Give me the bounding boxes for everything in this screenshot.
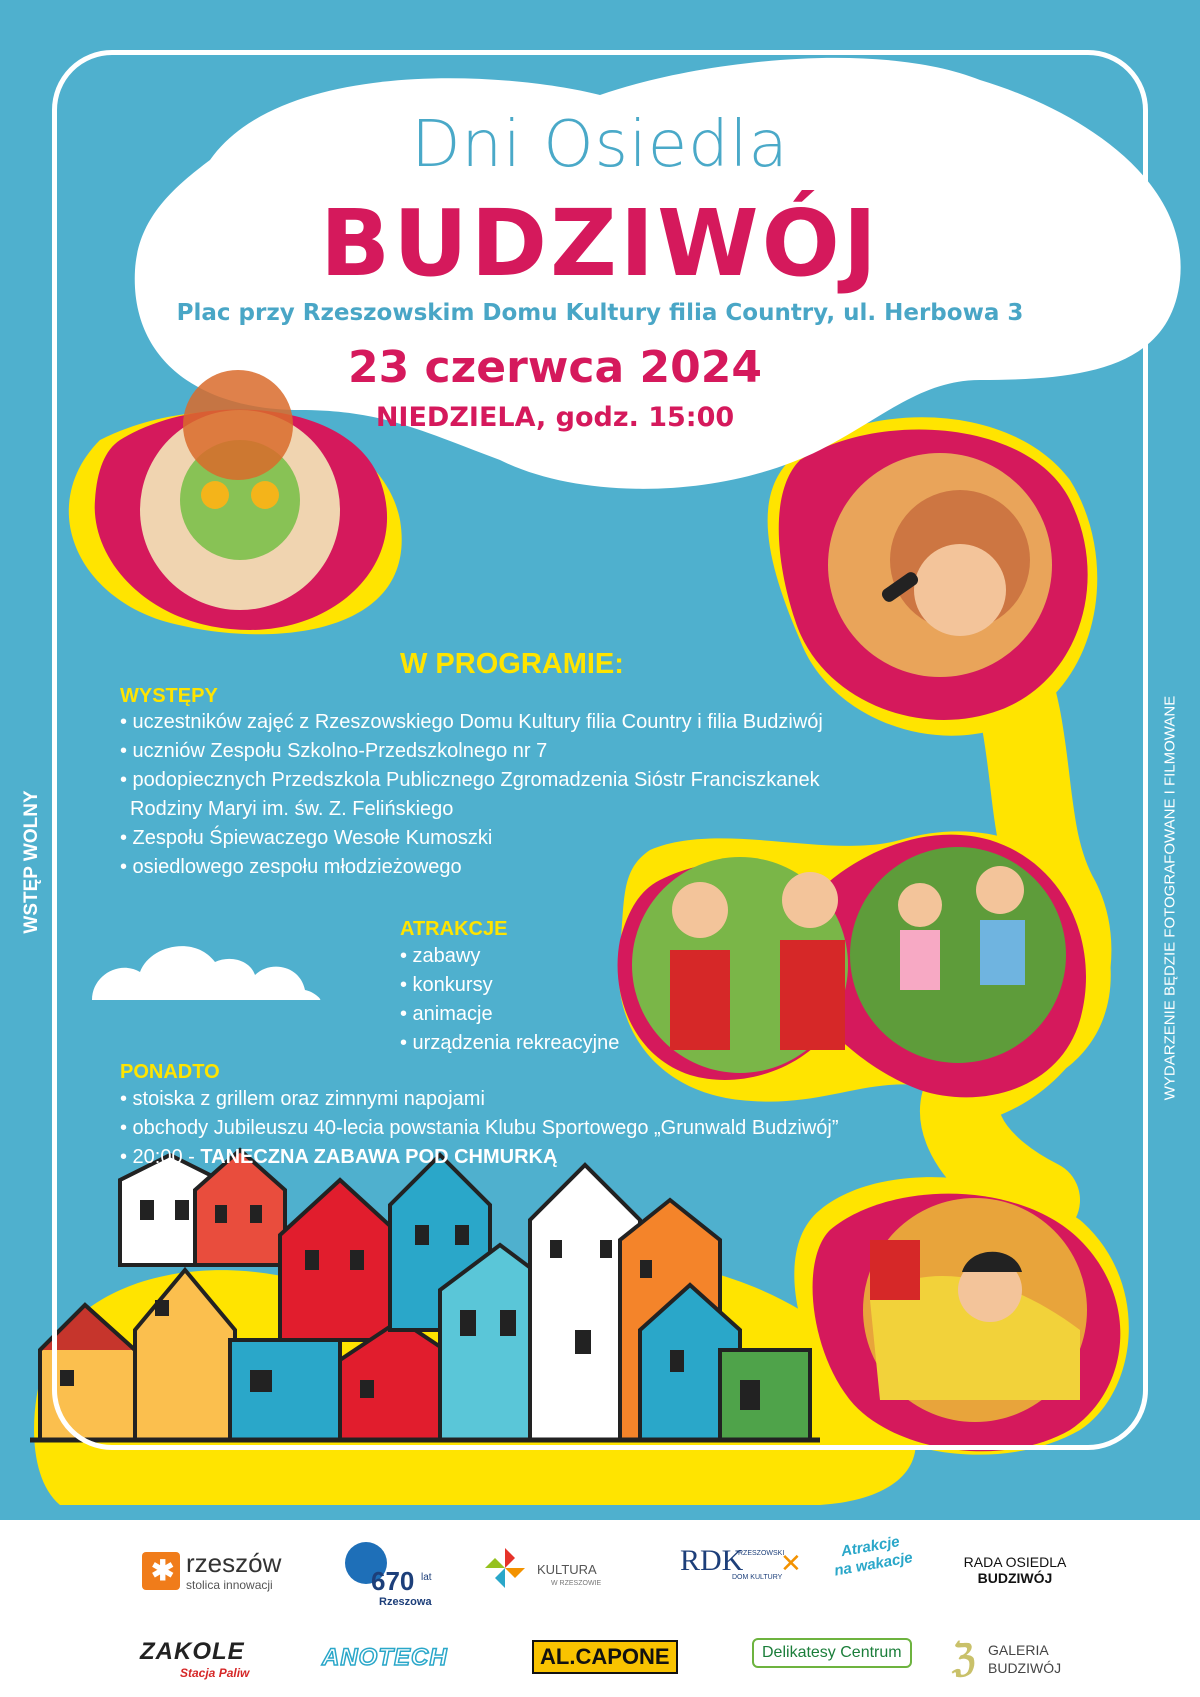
anotech-logo: ANOTECH [322, 1644, 448, 1671]
title-line-2: BUDZIWÓJ [319, 190, 881, 297]
performances-list [120, 708, 823, 882]
list-item: • stoiska z grillem oraz zimnymi napojami [120, 1088, 485, 1110]
list-item: • podopiecznych Przedszkola Publicznego Zgromadzenia Sióstr Franciszkanek [120, 769, 820, 791]
atrakcje-logo: Atrakcje na wakacje [832, 1533, 914, 1580]
sponsors-bar: ✱ rzeszów stolica innowacji 670 lat Rzeszowa KULTURA W RZESZOWIE RDK RZESZOWSKI DOM KULTURY ✕ Atrakcje na wakacje RADA OSIEDLA BUDZIWÓJ ZAKOLE Stacja Paliw ANOTECH AL.CAPONE Delikatesy Centrum ℨ GALERIA BUDZIWÓJ [0, 1520, 1200, 1697]
alcapone-logo: AL.CAPONE [532, 1640, 678, 1674]
performances-heading: WYSTĘPY [120, 685, 218, 707]
list-item: • Zespołu Śpiewaczego Wesołe Kumoszki [120, 827, 493, 849]
delikatesy-logo: Delikatesy Centrum [752, 1638, 912, 1668]
dance-time: • 20:00 - [120, 1146, 201, 1168]
pinwheel-icon [485, 1548, 525, 1588]
list-item: • uczniów Zespołu Szkolno-Przedszkolnego nr 7 [120, 740, 548, 762]
list-item: • konkursy [400, 974, 493, 996]
rada-osiedla-logo: RADA OSIEDLA BUDZIWÓJ [963, 1554, 1067, 1586]
attractions-list [400, 942, 619, 1058]
moreover-list [120, 1085, 839, 1172]
event-day-time: NIEDZIELA, godz. 15:00 [375, 402, 735, 433]
dance-title: TANECZNA ZABAWA POD CHMURKĄ [200, 1146, 558, 1168]
photo-notice-label: WYDARZENIE BĘDZIE FOTOGRAFOWANE I FILMOWANE [1161, 695, 1179, 1101]
list-item: • zabawy [400, 945, 481, 967]
list-item [120, 1143, 839, 1172]
list-item: • obchody Jubileuszu 40-lecia powstania Klubu Sportowego „Grunwald Budziwój” [120, 1117, 839, 1139]
rzeszow-star-icon: ✱ [142, 1552, 180, 1590]
galeria-mark-icon: ℨ [952, 1638, 976, 1680]
list-item: • uczestników zajęć z Rzeszowskiego Domu Kultury filia Country i filia Budziwój [120, 711, 823, 733]
moreover-heading: PONADTO [120, 1061, 220, 1083]
list-item: • animacje [400, 1003, 493, 1025]
list-item: • urządzenia rekreacyjne [400, 1032, 620, 1054]
free-entry-label: WSTĘP WOLNY [21, 790, 42, 934]
venue-text: Plac przy Rzeszowskim Domu Kultury filia Country, ul. Herbowa 3 [176, 300, 1024, 326]
list-item: Rodziny Maryi im. św. Z. Felińskiego [130, 798, 454, 820]
zakole-logo: ZAKOLE Stacja Paliw [140, 1638, 250, 1680]
attractions-heading: ATRAKCJE [400, 918, 508, 940]
event-date: 23 czerwca 2024 [348, 342, 762, 393]
program-title: W PROGRAMIE: [400, 648, 624, 680]
title-line-1: Dni Osiedla [411, 108, 789, 182]
list-item: • osiedlowego zespołu młodzieżowego [120, 856, 462, 878]
swoosh-icon: ✕ [780, 1548, 802, 1578]
